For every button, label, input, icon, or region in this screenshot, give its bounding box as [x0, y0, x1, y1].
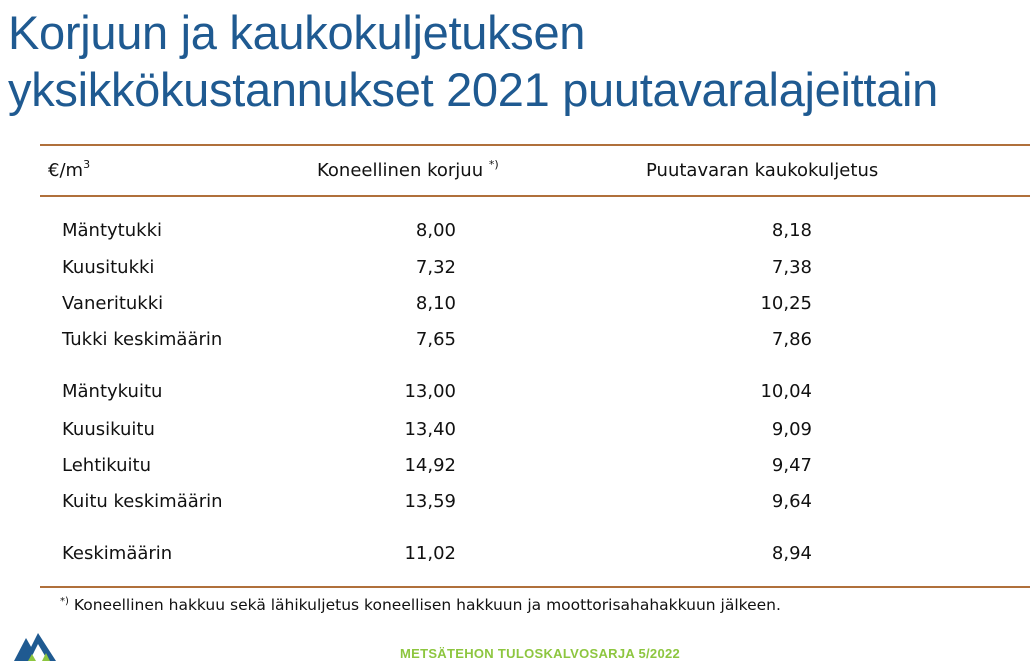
- harvest-cost: 7,65: [415, 329, 456, 350]
- table-row: [0, 220, 1030, 250]
- transport-cost: 8,18: [771, 220, 812, 241]
- harvest-cost: 13,00: [404, 381, 456, 402]
- transport-cost: 9,09: [771, 419, 812, 440]
- harvest-cost: 8,10: [415, 293, 456, 314]
- harvest-cost: 11,02: [404, 543, 456, 564]
- table-row: [0, 381, 1030, 411]
- metsateho-logo-icon: [12, 630, 58, 662]
- transport-cost: 9,64: [771, 491, 812, 512]
- harvest-cost: 13,40: [404, 419, 456, 440]
- transport-cost: 9,47: [771, 455, 812, 476]
- transport-cost: 7,86: [771, 329, 812, 350]
- column-header-transport: Puutavaran kaukokuljetus: [646, 160, 879, 181]
- table-row: [0, 293, 1030, 323]
- harvest-cost: 13,59: [404, 491, 456, 512]
- table-top-rule: [40, 144, 1030, 146]
- header-rule: [40, 195, 1030, 197]
- row-label: Lehtikuitu: [62, 455, 151, 476]
- footnote-marker: *): [60, 596, 69, 607]
- harvest-cost: 14,92: [404, 455, 456, 476]
- table-row: [0, 491, 1030, 521]
- transport-cost: 10,04: [760, 381, 812, 402]
- transport-cost: 10,25: [760, 293, 812, 314]
- column-header-harvest: Koneellinen korjuu *): [317, 158, 499, 181]
- row-label: Kuusikuitu: [62, 419, 155, 440]
- unit-header: $€/m^3$: [48, 158, 91, 181]
- transport-cost: 7,38: [771, 257, 812, 278]
- footnote-text: Koneellinen hakkuu sekä lähikuljetus koneellisen hakkuun ja moottorisahahakkuun jälkeen.: [68, 596, 781, 614]
- row-label: Mäntykuitu: [62, 381, 163, 402]
- table-bottom-rule: [40, 586, 1030, 588]
- table-row: [0, 419, 1030, 449]
- row-label: Kuusitukki: [62, 257, 155, 278]
- title-line-2: yksikkökustannukset 2021 puutavaralajeittain: [8, 63, 938, 116]
- page-title: [8, 4, 938, 118]
- row-label: Kuitu keskimäärin: [62, 491, 223, 512]
- row-label: Vaneritukki: [62, 293, 164, 314]
- table-row: [0, 455, 1030, 485]
- harvest-cost: 8,00: [415, 220, 456, 241]
- row-label: Keskimäärin: [62, 543, 173, 564]
- row-label: Mäntytukki: [62, 220, 162, 241]
- table-row: [0, 543, 1030, 573]
- title-line-1: Korjuun ja kaukokuljetuksen: [8, 6, 586, 59]
- footnote: [60, 596, 781, 614]
- table-row: [0, 257, 1030, 287]
- transport-cost: 8,94: [771, 543, 812, 564]
- table-row: [0, 329, 1030, 359]
- harvest-cost: 7,32: [415, 257, 456, 278]
- row-label: Tukki keskimäärin: [62, 329, 223, 350]
- footer-series-label: METSÄTEHON TULOSKALVOSARJA 5/2022: [400, 646, 681, 661]
